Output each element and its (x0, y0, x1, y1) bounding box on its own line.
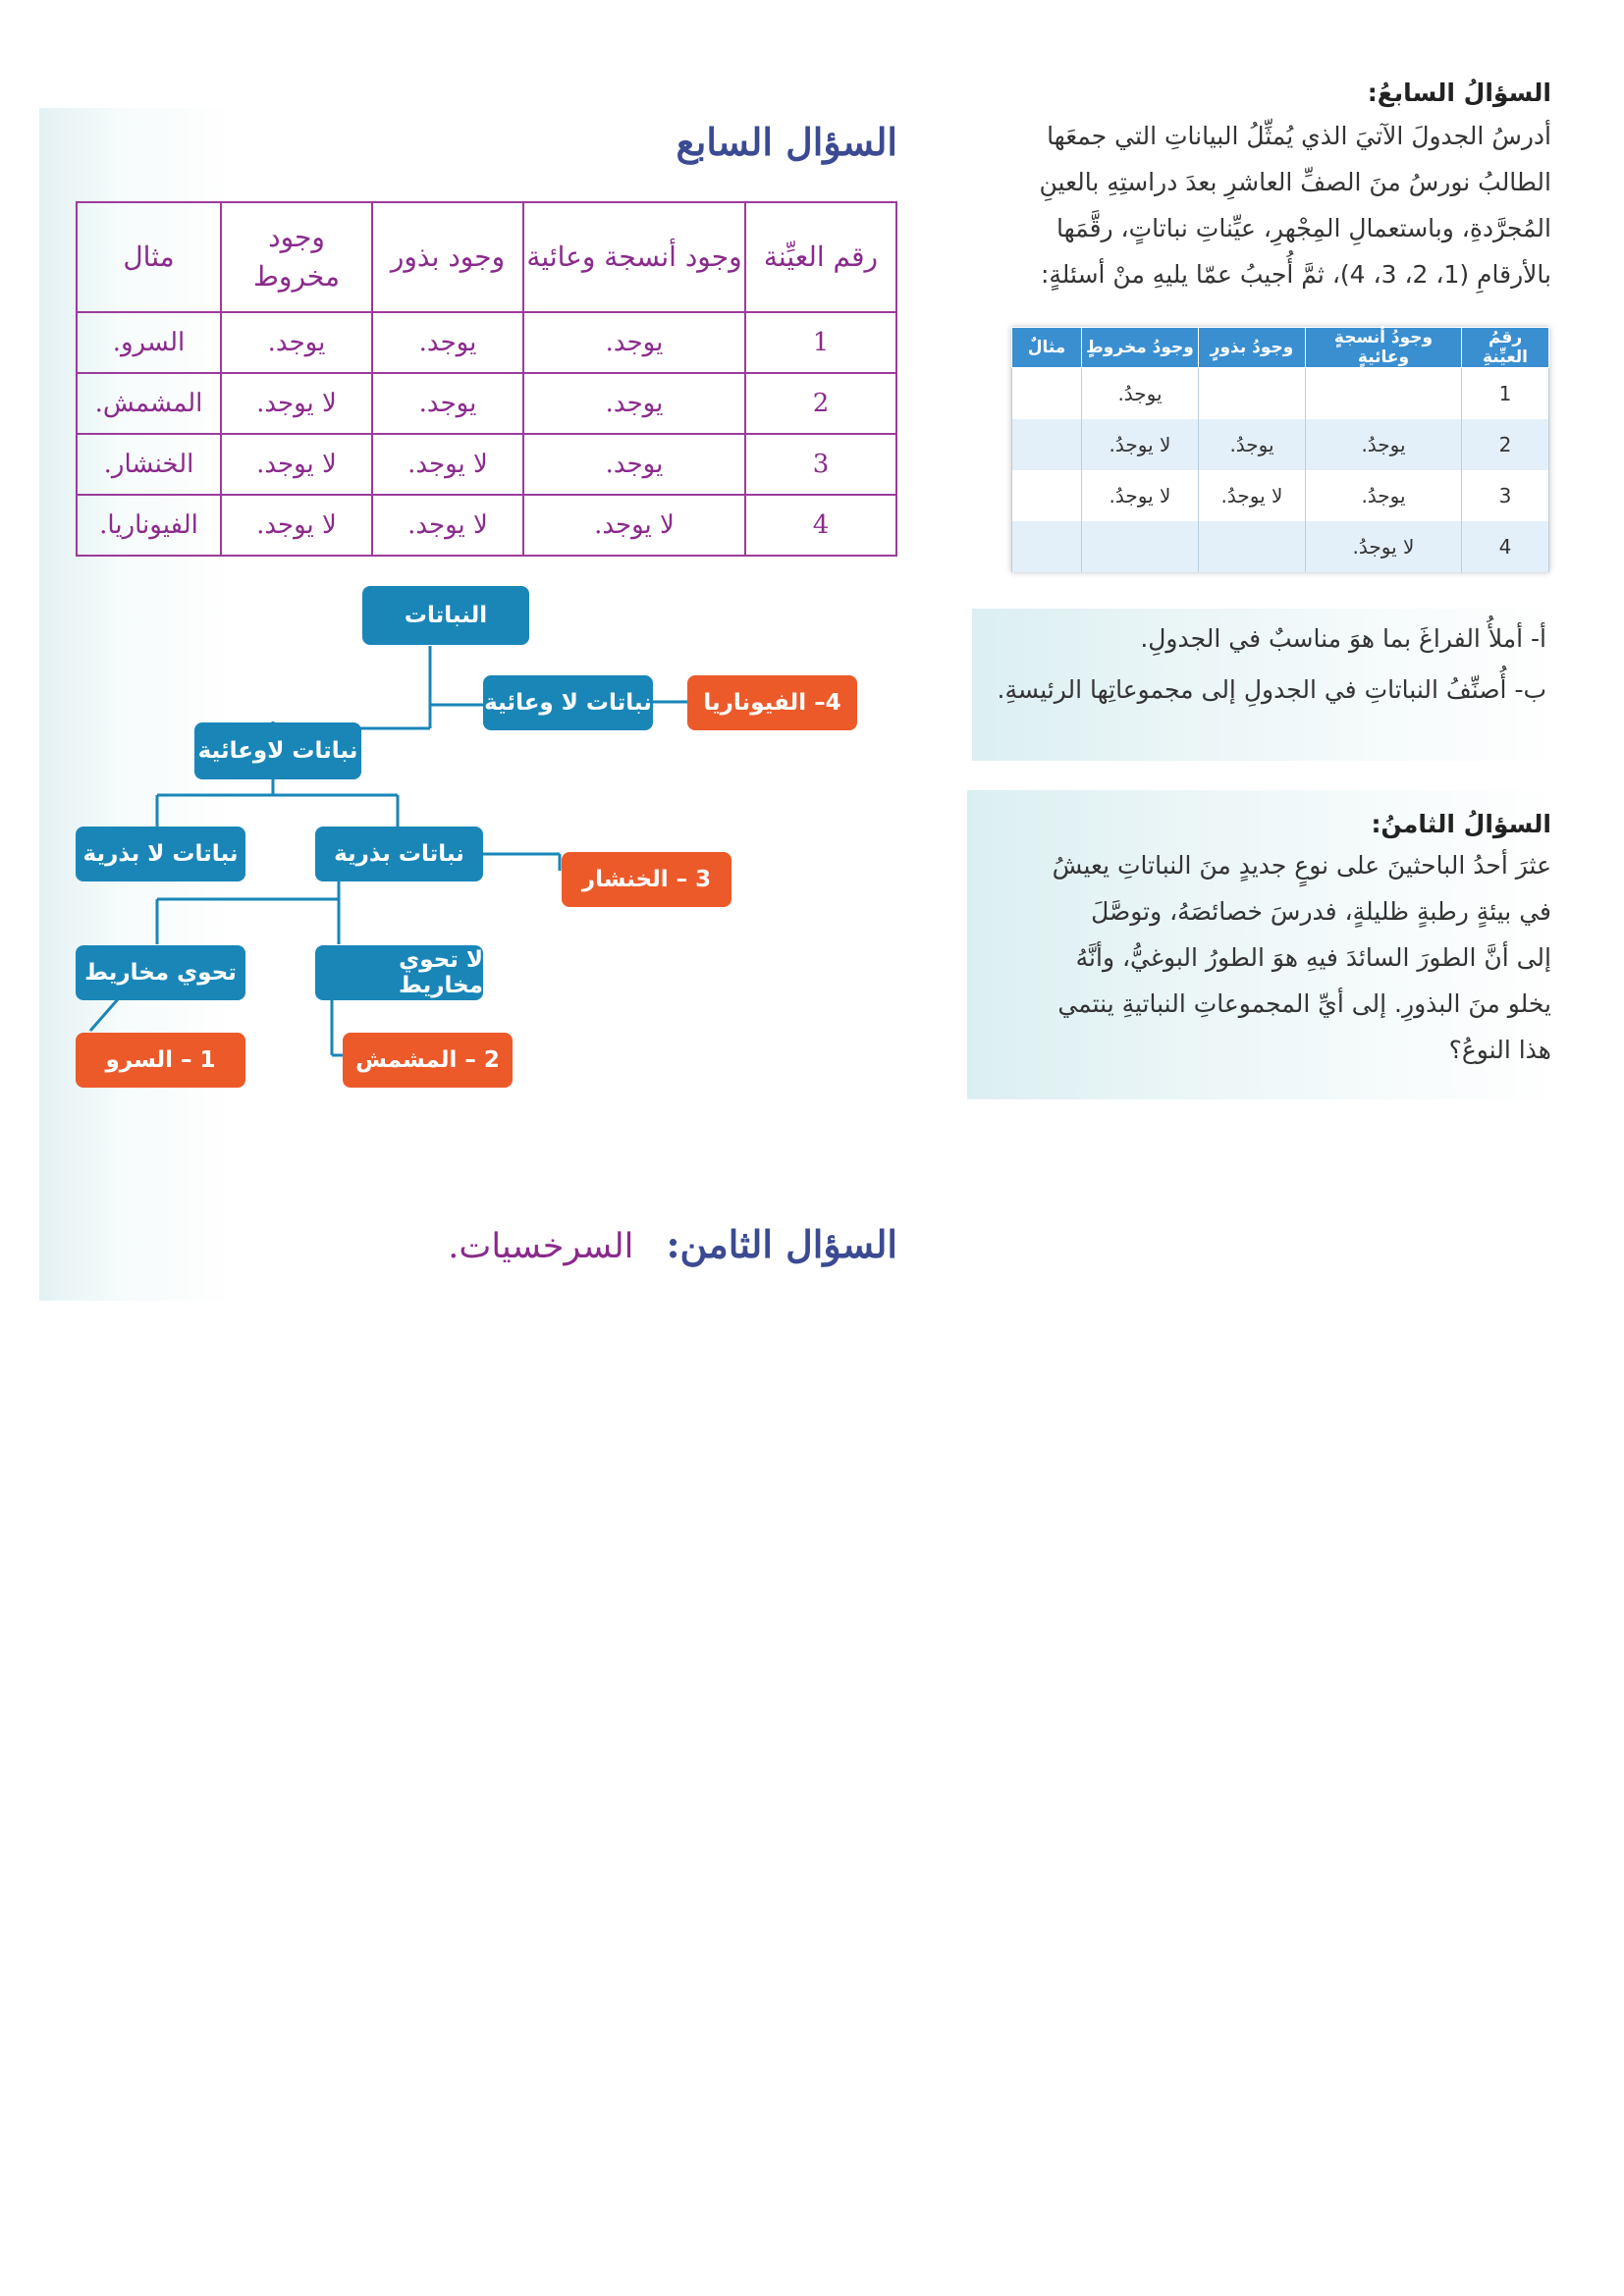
table-row (1012, 521, 1549, 572)
q8-line-1: عثرَ أحدُ الباحثينَ على نوعٍ جديدٍ منَ النباتاتِ يعيشُ (1052, 851, 1551, 880)
table-cell: يوجدُ. (1306, 470, 1462, 521)
task-a: أ- أملأُ الفراغَ بما هوَ مناسبٌ في الجدولِ. (1140, 624, 1546, 653)
q7-line-4: بالأرقامِ (1، 2، 3، 4)، ثمَّ أُجيبُ عمّا يليهِ منْ أسئلةٍ: (1040, 260, 1551, 289)
tree-example-funaria: 4– الفيوناريا (687, 675, 857, 730)
table-cell: الخنشار. (77, 434, 221, 495)
table-cell (1082, 521, 1199, 572)
question-8-section (992, 810, 1551, 1073)
table-cell: 3 (1462, 470, 1549, 521)
table-cell: لا يوجدُ. (1082, 470, 1199, 521)
table-row (77, 373, 896, 434)
table-cell: لا يوجدُ. (1306, 521, 1462, 572)
table-cell (1199, 521, 1306, 572)
col-vascular-tissue: وجودُ أنسجةٍ وعائيةٍ (1306, 328, 1462, 368)
col-cones: وجود مخروط (221, 202, 372, 312)
col-seeds: وجود بذور (372, 202, 523, 312)
table-cell: لا يوجدُ. (1082, 419, 1199, 470)
table-cell (1012, 521, 1082, 572)
table-cell: 2 (745, 373, 896, 434)
question-7-text (992, 113, 1551, 297)
table-cell: يوجد. (523, 373, 745, 434)
table-row (77, 312, 896, 373)
col-sample-number: رقمُ العيِّنةِ (1462, 328, 1549, 368)
table-cell: يوجدُ. (1306, 419, 1462, 470)
table-row (1012, 419, 1549, 470)
table-cell: يوجد. (523, 434, 745, 495)
answer-7-title: السؤال السابع (676, 120, 897, 164)
table-cell: يوجد. (221, 312, 372, 373)
q8-line-2: في بيئةٍ رطبةٍ ظليلةٍ، فدرسَ خصائصَهُ، وتوصَّلَ (1091, 897, 1551, 926)
tree-node-plants: النباتات (362, 586, 529, 645)
q7-line-1: أدرسُ الجدولَ الآتيَ الذي يُمثِّلُ البياناتِ التي جمعَها (1047, 122, 1551, 150)
table-cell: 3 (745, 434, 896, 495)
tree-example-fern: 3 – الخنشار (562, 852, 731, 907)
table-cell: المشمش. (77, 373, 221, 434)
tree-example-apricot: 2 – المشمش (343, 1033, 513, 1088)
tree-node-cones: تحوي مخاريط (76, 945, 245, 1000)
question-7-title: السؤالُ السابعُ: (1367, 79, 1551, 107)
table-cell (1306, 368, 1462, 420)
table-cell: 2 (1462, 419, 1549, 470)
table-cell: الفيوناريا. (77, 495, 221, 556)
table-cell: يوجد. (372, 312, 523, 373)
tree-example-cypress: 1 – السرو (76, 1033, 245, 1088)
table-cell: يوجدُ. (1199, 419, 1306, 470)
tree-node-seed-plants: نباتات بذرية (315, 827, 483, 881)
table-cell: لا يوجد. (372, 434, 523, 495)
answer-8-row (448, 1222, 897, 1266)
answer-7-table (76, 201, 897, 557)
table-row (77, 434, 896, 495)
table-cell (1199, 368, 1306, 420)
table-cell (1012, 368, 1082, 420)
q8-line-4: يخلو منَ البذورِ. إلى أيِّ المجموعاتِ النباتيةِ ينتمي (1057, 989, 1551, 1018)
table-cell: 4 (745, 495, 896, 556)
q7-line-3: المُجرَّدةِ، وباستعمالِ المِجْهرِ، عيِّناتِ نباتاتٍ، رقَّمَها (1056, 214, 1551, 242)
table-cell: لا يوجد. (523, 495, 745, 556)
tree-node-vascular-plants: نباتات لاوعائية (194, 722, 361, 779)
table-cell: لا يوجد. (221, 434, 372, 495)
table-header-row (77, 202, 896, 312)
table-cell: 4 (1462, 521, 1549, 572)
table-cell: يوجد. (372, 373, 523, 434)
table-cell: يوجدُ. (1082, 368, 1199, 420)
table-cell: 1 (1462, 368, 1549, 420)
table-cell: لا يوجد. (221, 495, 372, 556)
question-7-tasks (982, 614, 1546, 716)
task-b: ب- أُصنِّفُ النباتاتِ في الجدولِ إلى مجموعاتِها الرئيسةِ. (997, 675, 1546, 704)
q7-line-2: الطالبُ نورسُ منَ الصفِّ العاشرِ بعدَ دراستِهِ بالعينِ (1039, 168, 1551, 196)
col-cones: وجودُ مخروطٍ (1082, 328, 1199, 368)
q8-line-5: هذا النوعُ؟ (1448, 1036, 1551, 1064)
table-cell: السرو. (77, 312, 221, 373)
question-8-text (992, 842, 1551, 1073)
table-cell: لا يوجد. (221, 373, 372, 434)
table-cell (1012, 470, 1082, 521)
answer-8-title: السؤال الثامن: (666, 1222, 897, 1266)
table-cell: لا يوجدُ. (1199, 470, 1306, 521)
tree-node-seedless-plants: نباتات لا بذرية (76, 827, 245, 881)
table-row (77, 495, 896, 556)
question-7-table (1011, 327, 1549, 572)
question-8-title: السؤالُ الثامنُ: (1371, 810, 1551, 838)
table-row (1012, 368, 1549, 420)
tree-node-no-cones: لا تحوي مخاريط (315, 945, 483, 1000)
col-seeds: وجودُ بذورٍ (1199, 328, 1306, 368)
table-row (1012, 470, 1549, 521)
table-cell (1012, 419, 1082, 470)
question-7-section (992, 79, 1551, 297)
table-cell: لا يوجد. (372, 495, 523, 556)
table-cell: 1 (745, 312, 896, 373)
table-cell: يوجد. (523, 312, 745, 373)
q8-line-3: إلى أنَّ الطورَ السائدَ فيهِ هوَ الطورُ البوغيُّ، وأنَّهُ (1075, 943, 1551, 972)
col-example: مثال (77, 202, 221, 312)
col-vascular-tissue: وجود أنسجة وعائية (523, 202, 745, 312)
table-header-row (1012, 328, 1549, 368)
answer-8-value: السرخسيات. (448, 1227, 634, 1266)
col-example: مثالٌ (1012, 328, 1082, 368)
tree-node-nonvascular-plants: نباتات لا وعائية (483, 675, 653, 730)
col-sample-number: رقم العيِّنة (745, 202, 896, 312)
